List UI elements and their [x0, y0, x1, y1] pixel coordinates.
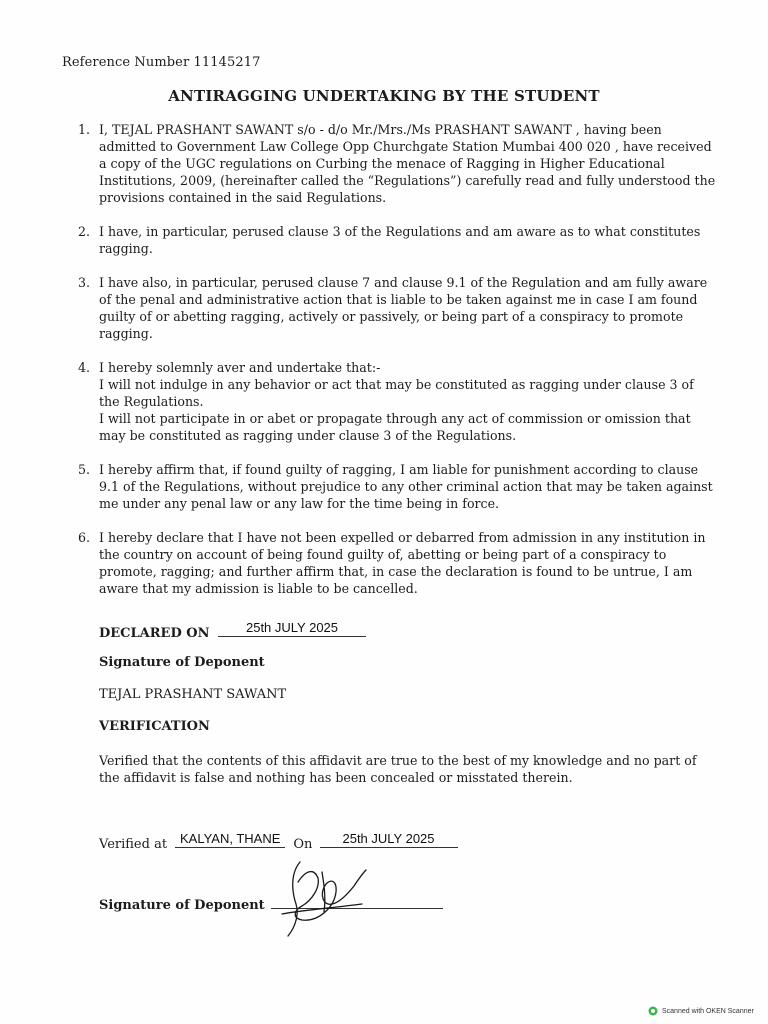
list-item [78, 359, 718, 444]
declared-date-field[interactable] [218, 622, 366, 637]
verified-at-label: Verified at [99, 837, 168, 852]
verified-at-row [99, 833, 458, 852]
item-number: 5. [78, 462, 91, 477]
verified-on-label: On [293, 837, 313, 852]
document-title: ANTIRAGGING UNDERTAKING BY THE STUDENT [168, 87, 600, 105]
scanner-badge [648, 1006, 754, 1016]
item-text: I hereby declare that I have not been expelled or debarred from admission in any institution in the country on account of being found guilty of, abetting or being part of a conspiracy to promote, ragging; and further affirm that, in case the declaration is found to be untrue, I am aware that my admission is liable to be cancelled. [99, 530, 706, 596]
verification-heading: VERIFICATION [99, 719, 210, 734]
list-item [78, 274, 718, 342]
deponent-name: TEJAL PRASHANT SAWANT [99, 687, 287, 702]
declared-on-row [99, 622, 366, 641]
verified-date-field[interactable] [320, 833, 458, 848]
scanner-logo-icon [648, 1006, 658, 1016]
verified-date-value: 25th JULY 2025 [342, 831, 435, 846]
list-item [78, 223, 718, 257]
item-text: I have also, in particular, perused clause 7 and clause 9.1 of the Regulation and am fully aware of the penal and administrative action that is liable to be taken against me in case I am found guilty of or abetting ragging, actively or passively, or being part of a conspiracy to promote ragging. [99, 275, 708, 341]
item-number: 4. [78, 360, 91, 375]
item-number: 6. [78, 530, 91, 545]
verification-text: Verified that the contents of this affidavit are true to the best of my knowledge and no part of the affidavit is false and nothing has been concealed or misstated therein. [99, 753, 697, 785]
item-number: 2. [78, 224, 91, 239]
item-number: 3. [78, 275, 91, 290]
declared-date-value: 25th JULY 2025 [245, 620, 339, 635]
item-text: I hereby affirm that, if found guilty of ragging, I am liable for punishment according to clause 9.1 of the Regulations, without prejudice to any other criminal action that may be taken against me under any penal law or any law for the time being in force. [99, 462, 713, 511]
verified-place-field[interactable] [175, 833, 285, 848]
item-text: I, TEJAL PRASHANT SAWANT s/o - d/o Mr./Mrs./Ms PRASHANT SAWANT , having been admitted to Government Law College Opp Churchgate Station Mumbai 400 020 , have received a copy of the UGC regulations on Curbing the menace of Ragging in Higher Educational Institutions, 2009, (hereinafter called the “Regulations”) carefully read and fully understood the provisions contained in the said Regulations. [99, 122, 716, 205]
item-text: I will not indulge in any behavior or act that may be constituted as ragging under clause 3 of the Regulations. [99, 377, 694, 409]
list-item [78, 461, 718, 512]
signature-label-final-text: Signature of Deponent [99, 898, 265, 913]
list-item [78, 529, 718, 597]
handwritten-signature [262, 852, 372, 942]
declared-on-label: DECLARED ON [99, 626, 210, 641]
list-item [78, 121, 718, 206]
verified-place-value: KALYAN, THANE [179, 831, 281, 846]
item-text: I will not participate in or abet or propagate through any act of commission or omission that may be constituted as ragging under clause 3 of the Regulations. [99, 411, 691, 443]
item-text: I hereby solemnly aver and undertake that:- [99, 360, 381, 375]
signature-label: Signature of Deponent [99, 655, 265, 670]
item-number: 1. [78, 122, 91, 137]
reference-number: Reference Number 11145217 [62, 55, 261, 70]
item-text: I have, in particular, perused clause 3 of the Regulations and am aware as to what constitutes ragging. [99, 224, 701, 256]
scanner-badge-text: Scanned with OKEN Scanner [662, 1007, 754, 1015]
undertaking-list [78, 121, 718, 614]
